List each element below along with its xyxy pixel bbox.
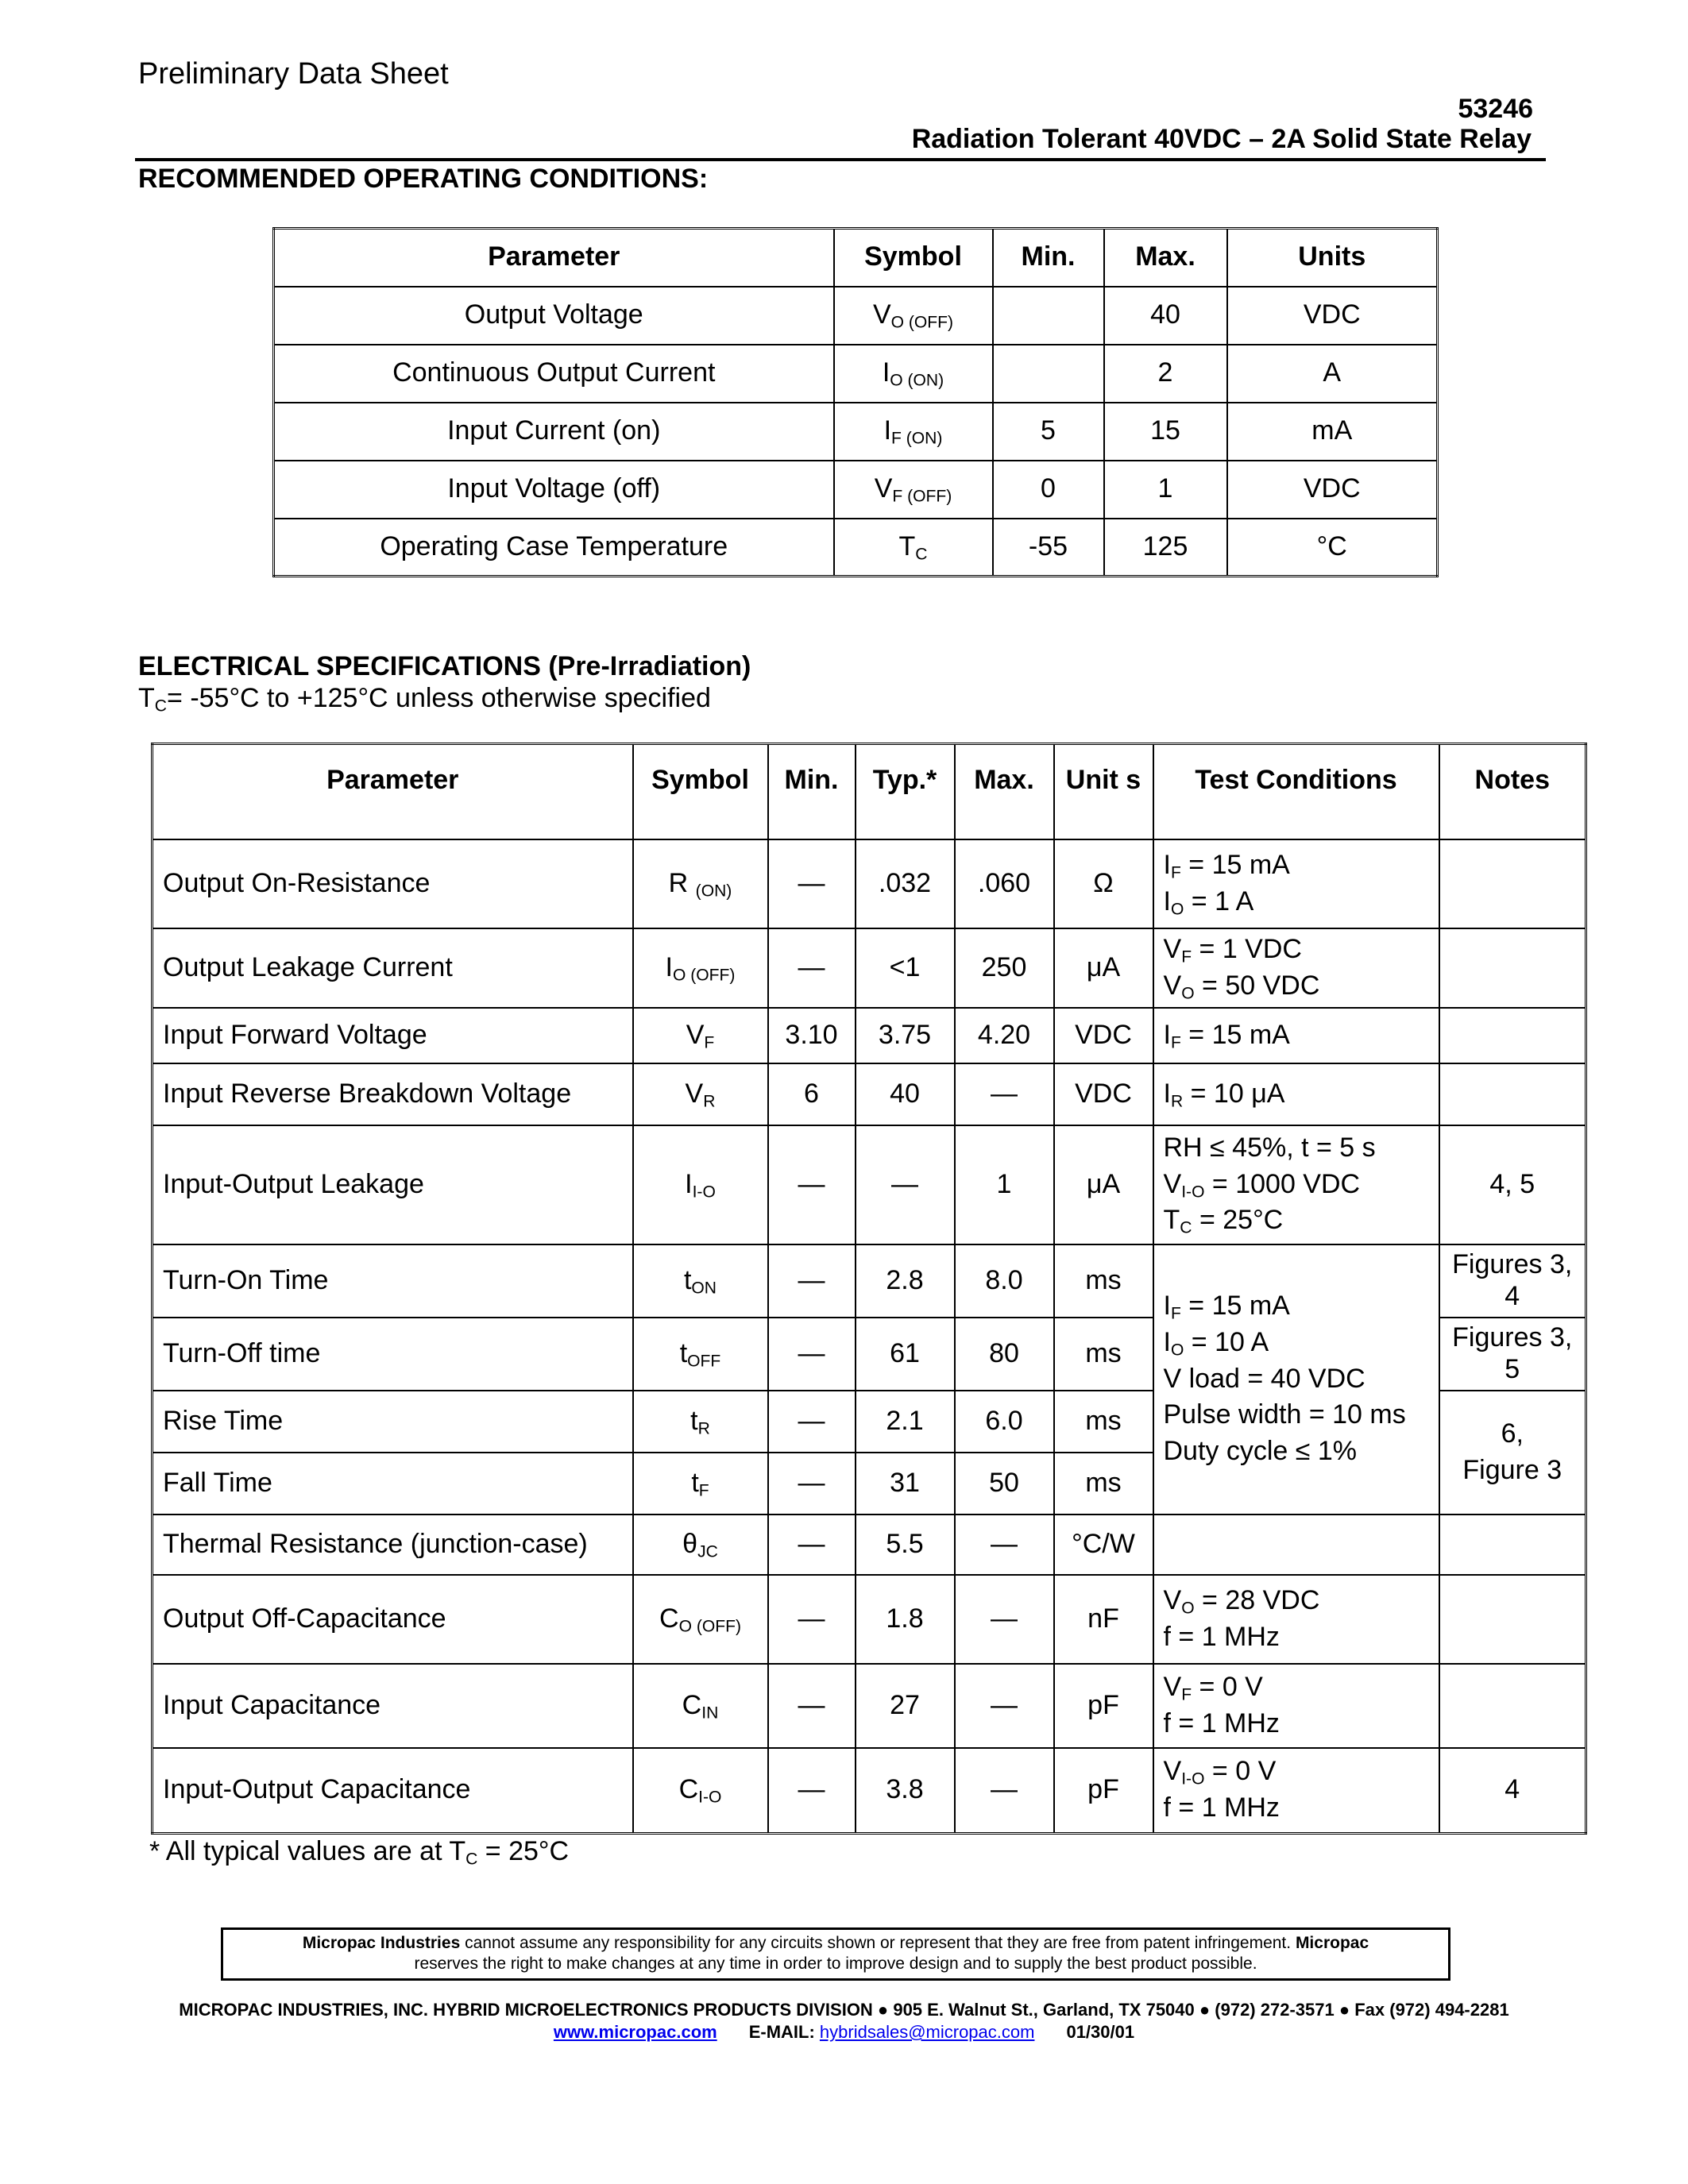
header-divider (135, 158, 1546, 161)
max-cell: 50 (955, 1453, 1054, 1515)
units-cell: pF (1054, 1748, 1153, 1834)
max-cell: — (955, 1748, 1054, 1834)
typ-cell: 61 (856, 1318, 955, 1391)
test-conditions-cell: $V_O = 28$ VDC f = 1 MHz (1153, 1575, 1439, 1664)
table-row (153, 1748, 1586, 1834)
max-cell: 80 (955, 1318, 1054, 1391)
test-conditions-cell: RH ≤ 45%, t = 5 s $V_{I-O} = 1000$ VDC $T_C = 25^\circ C$ (1153, 1125, 1439, 1244)
elec-heading: ELECTRICAL SPECIFICATIONS (Pre-Irradiation) (138, 651, 751, 681)
table-row (153, 1244, 1586, 1318)
table-header-row (153, 744, 1586, 839)
symbol-cell: $C_{O (OFF)}$ (633, 1575, 768, 1664)
units-cell: °C/W (1054, 1515, 1153, 1575)
max-cell: 15 (1104, 403, 1227, 461)
parameter-cell: Output Voltage (274, 287, 834, 345)
column-header: Symbol (633, 744, 768, 839)
units-cell: mA (1227, 403, 1438, 461)
parameter-cell: Input Current (on) (274, 403, 834, 461)
notes-cell: Figures 3, 4 (1439, 1244, 1586, 1318)
max-cell: .060 (955, 839, 1054, 928)
min-cell (993, 345, 1104, 403)
symbol-cell: R $_{(ON)}$ (633, 839, 768, 928)
max-cell: 1 (1104, 461, 1227, 519)
typ-cell: 5.5 (856, 1515, 955, 1575)
max-cell: 6.0 (955, 1391, 1054, 1453)
min-cell: — (768, 1453, 856, 1515)
symbol-cell: $t_{OFF}$ (633, 1318, 768, 1391)
parameter-cell: Output On-Resistance (153, 839, 633, 928)
document-type: Preliminary Data Sheet (138, 57, 449, 91)
table-row (153, 1664, 1586, 1748)
min-cell: — (768, 928, 856, 1008)
symbol-cell: $I_{O (ON)}$ (834, 345, 993, 403)
table-row (274, 519, 1438, 577)
typ-cell: 3.75 (856, 1008, 955, 1063)
table-row (153, 1063, 1586, 1125)
revision-date: 01/30/01 (1066, 2022, 1135, 2042)
notes-cell (1439, 1063, 1586, 1125)
parameter-cell: Input Forward Voltage (153, 1008, 633, 1063)
column-header: Parameter (274, 229, 834, 287)
min-cell: — (768, 1391, 856, 1453)
min-cell: — (768, 839, 856, 928)
min-cell: — (768, 1515, 856, 1575)
part-number: 53246 (1458, 94, 1533, 124)
min-cell: — (768, 1318, 856, 1391)
company-address-line: MICROPAC INDUSTRIES, INC. HYBRID MICROELECTRONICS PRODUCTS DIVISION ● 905 E. Walnut St., Garland, TX 75040 ● (972) 272-3571 ● Fax (972) 494-2281 (179, 2000, 1509, 2020)
units-cell: pF (1054, 1664, 1153, 1748)
typ-cell: <1 (856, 928, 955, 1008)
symbol-cell: $I_{I-O}$ (633, 1125, 768, 1244)
max-cell: — (955, 1664, 1054, 1748)
notes-cell: 4, 5 (1439, 1125, 1586, 1244)
units-cell: VDC (1054, 1063, 1153, 1125)
column-header: Min. (993, 229, 1104, 287)
max-cell: 125 (1104, 519, 1227, 577)
max-cell: 250 (955, 928, 1054, 1008)
units-cell: ms (1054, 1453, 1153, 1515)
typ-cell: 40 (856, 1063, 955, 1125)
min-cell: 3.10 (768, 1008, 856, 1063)
column-header: Test Conditions (1153, 744, 1439, 839)
parameter-cell: Input Capacitance (153, 1664, 633, 1748)
symbol-cell: $t_R$ (633, 1391, 768, 1453)
table-row (274, 345, 1438, 403)
max-cell: 2 (1104, 345, 1227, 403)
table-row (274, 403, 1438, 461)
typ-cell: 2.8 (856, 1244, 955, 1318)
notes-cell (1439, 1664, 1586, 1748)
max-cell: — (955, 1063, 1054, 1125)
notes-cell (1439, 1515, 1586, 1575)
column-header: Max. (955, 744, 1054, 839)
min-cell: — (768, 1664, 856, 1748)
parameter-cell: Rise Time (153, 1391, 633, 1453)
table-row (274, 287, 1438, 345)
test-conditions-cell: $I_R = 10$ μA (1153, 1063, 1439, 1125)
units-cell: ms (1054, 1391, 1153, 1453)
roc-heading: RECOMMENDED OPERATING CONDITIONS: (138, 164, 709, 194)
notes-cell (1439, 1008, 1586, 1063)
column-header: Notes (1439, 744, 1586, 839)
contact-line (0, 2022, 1688, 2043)
min-cell (993, 287, 1104, 345)
elec-conditions: $T_C= -55^\circ C$ to +125°C unless otherwise specified (138, 683, 711, 716)
symbol-cell: $V_F$ (633, 1008, 768, 1063)
table-row (153, 1008, 1586, 1063)
notes-cell (1439, 1575, 1586, 1664)
test-conditions-cell: $V_{I-O} = 0$ V f = 1 MHz (1153, 1748, 1439, 1834)
disclaimer-text: reserves the right to make changes at any time in order to improve design and to supply the best product possible. (414, 1954, 1257, 1974)
min-cell: 6 (768, 1063, 856, 1125)
product-title: Radiation Tolerant 40VDC – 2A Solid State Relay (911, 124, 1532, 154)
units-cell: μA (1054, 1125, 1153, 1244)
symbol-cell: $t_{ON}$ (633, 1244, 768, 1318)
table-row (153, 1515, 1586, 1575)
test-conditions-cell (1153, 1515, 1439, 1575)
parameter-cell: Continuous Output Current (274, 345, 834, 403)
symbol-cell: $C_{IN}$ (633, 1664, 768, 1748)
min-cell: -55 (993, 519, 1104, 577)
symbol-cell: $C_{I-O}$ (633, 1748, 768, 1834)
electrical-specifications-table (151, 743, 1587, 1835)
symbol-cell: $V_R$ (633, 1063, 768, 1125)
units-cell: VDC (1227, 287, 1438, 345)
typ-cell: — (856, 1125, 955, 1244)
column-header: Parameter (153, 744, 633, 839)
symbol-cell: $t_F$ (633, 1453, 768, 1515)
notes-cell: 6, Figure 3 (1439, 1391, 1586, 1515)
max-cell: — (955, 1515, 1054, 1575)
units-cell: μA (1054, 928, 1153, 1008)
website-link[interactable]: www.micropac.com (553, 2022, 717, 2042)
table-row (153, 839, 1586, 928)
symbol-cell: $I_{O (OFF)}$ (633, 928, 768, 1008)
table-row (153, 928, 1586, 1008)
units-cell: VDC (1054, 1008, 1153, 1063)
max-cell: — (955, 1575, 1054, 1664)
table-header-row (274, 229, 1438, 287)
symbol-cell: $\theta_{JC}$ (633, 1515, 768, 1575)
table-row (153, 1575, 1586, 1664)
units-cell: ms (1054, 1244, 1153, 1318)
typ-cell: 27 (856, 1664, 955, 1748)
test-conditions-cell: $I_F = 15$ mA (1153, 1008, 1439, 1063)
parameter-cell: Operating Case Temperature (274, 519, 834, 577)
typ-cell: 31 (856, 1453, 955, 1515)
email-link[interactable]: hybridsales@micropac.com (819, 2022, 1035, 2042)
disclaimer-brand: Micropac (1295, 1934, 1369, 1952)
units-cell: °C (1227, 519, 1438, 577)
disclaimer-box (221, 1927, 1450, 1981)
test-conditions-cell: $I_F = 15$ mA $I_O = 1$ A (1153, 839, 1439, 928)
units-cell: ms (1054, 1318, 1153, 1391)
column-header: Unit s (1054, 744, 1153, 839)
parameter-cell: Turn-On Time (153, 1244, 633, 1318)
min-cell: — (768, 1748, 856, 1834)
column-header: Symbol (834, 229, 993, 287)
notes-cell: 4 (1439, 1748, 1586, 1834)
symbol-cell: $T_C$ (834, 519, 993, 577)
column-header: Max. (1104, 229, 1227, 287)
parameter-cell: Output Leakage Current (153, 928, 633, 1008)
parameter-cell: Input Reverse Breakdown Voltage (153, 1063, 633, 1125)
max-cell: 8.0 (955, 1244, 1054, 1318)
min-cell: — (768, 1125, 856, 1244)
notes-cell (1439, 928, 1586, 1008)
symbol-cell: $V_{F (OFF)}$ (834, 461, 993, 519)
min-cell: — (768, 1575, 856, 1664)
typ-cell: 2.1 (856, 1391, 955, 1453)
typical-values-footnote: * All typical values are at $T_C = 25^\circ C$ (149, 1836, 570, 1869)
parameter-cell: Turn-Off time (153, 1318, 633, 1391)
parameter-cell: Output Off-Capacitance (153, 1575, 633, 1664)
table-row (274, 461, 1438, 519)
test-conditions-cell: $V_F = 1$ VDC $V_O = 50$ VDC (1153, 928, 1439, 1008)
min-cell: 5 (993, 403, 1104, 461)
min-cell: 0 (993, 461, 1104, 519)
test-conditions-cell: $V_F = 0$ V f = 1 MHz (1153, 1664, 1439, 1748)
disclaimer-brand: Micropac Industries (302, 1934, 461, 1952)
column-header: Min. (768, 744, 856, 839)
units-cell: VDC (1227, 461, 1438, 519)
parameter-cell: Input Voltage (off) (274, 461, 834, 519)
disclaimer-text: cannot assume any responsibility for any circuits shown or represent that they are free from patent infringement. (460, 1934, 1296, 1952)
column-header: Typ.* (856, 744, 955, 839)
max-cell: 4.20 (955, 1008, 1054, 1063)
parameter-cell: Input-Output Capacitance (153, 1748, 633, 1834)
typ-cell: 1.8 (856, 1575, 955, 1664)
units-cell: A (1227, 345, 1438, 403)
typ-cell: 3.8 (856, 1748, 955, 1834)
parameter-cell: Input-Output Leakage (153, 1125, 633, 1244)
table-row (153, 1125, 1586, 1244)
notes-cell: Figures 3, 5 (1439, 1318, 1586, 1391)
parameter-cell: Thermal Resistance (junction-case) (153, 1515, 633, 1575)
email-label: E-MAIL: (748, 2022, 815, 2042)
notes-cell (1439, 839, 1586, 928)
symbol-cell: $I_{F (ON)}$ (834, 403, 993, 461)
max-cell: 40 (1104, 287, 1227, 345)
units-cell: nF (1054, 1575, 1153, 1664)
units-cell: Ω (1054, 839, 1153, 928)
min-cell: — (768, 1244, 856, 1318)
max-cell: 1 (955, 1125, 1054, 1244)
parameter-cell: Fall Time (153, 1453, 633, 1515)
switching-conditions-cell: $I_F = 15$ mA $I_O = 10$ A V load = 40 VDC Pulse width = 10 ms Duty cycle ≤ 1% (1153, 1244, 1439, 1515)
symbol-cell: $V_{O (OFF)}$ (834, 287, 993, 345)
operating-conditions-table (272, 227, 1439, 577)
column-header: Units (1227, 229, 1438, 287)
typ-cell: .032 (856, 839, 955, 928)
